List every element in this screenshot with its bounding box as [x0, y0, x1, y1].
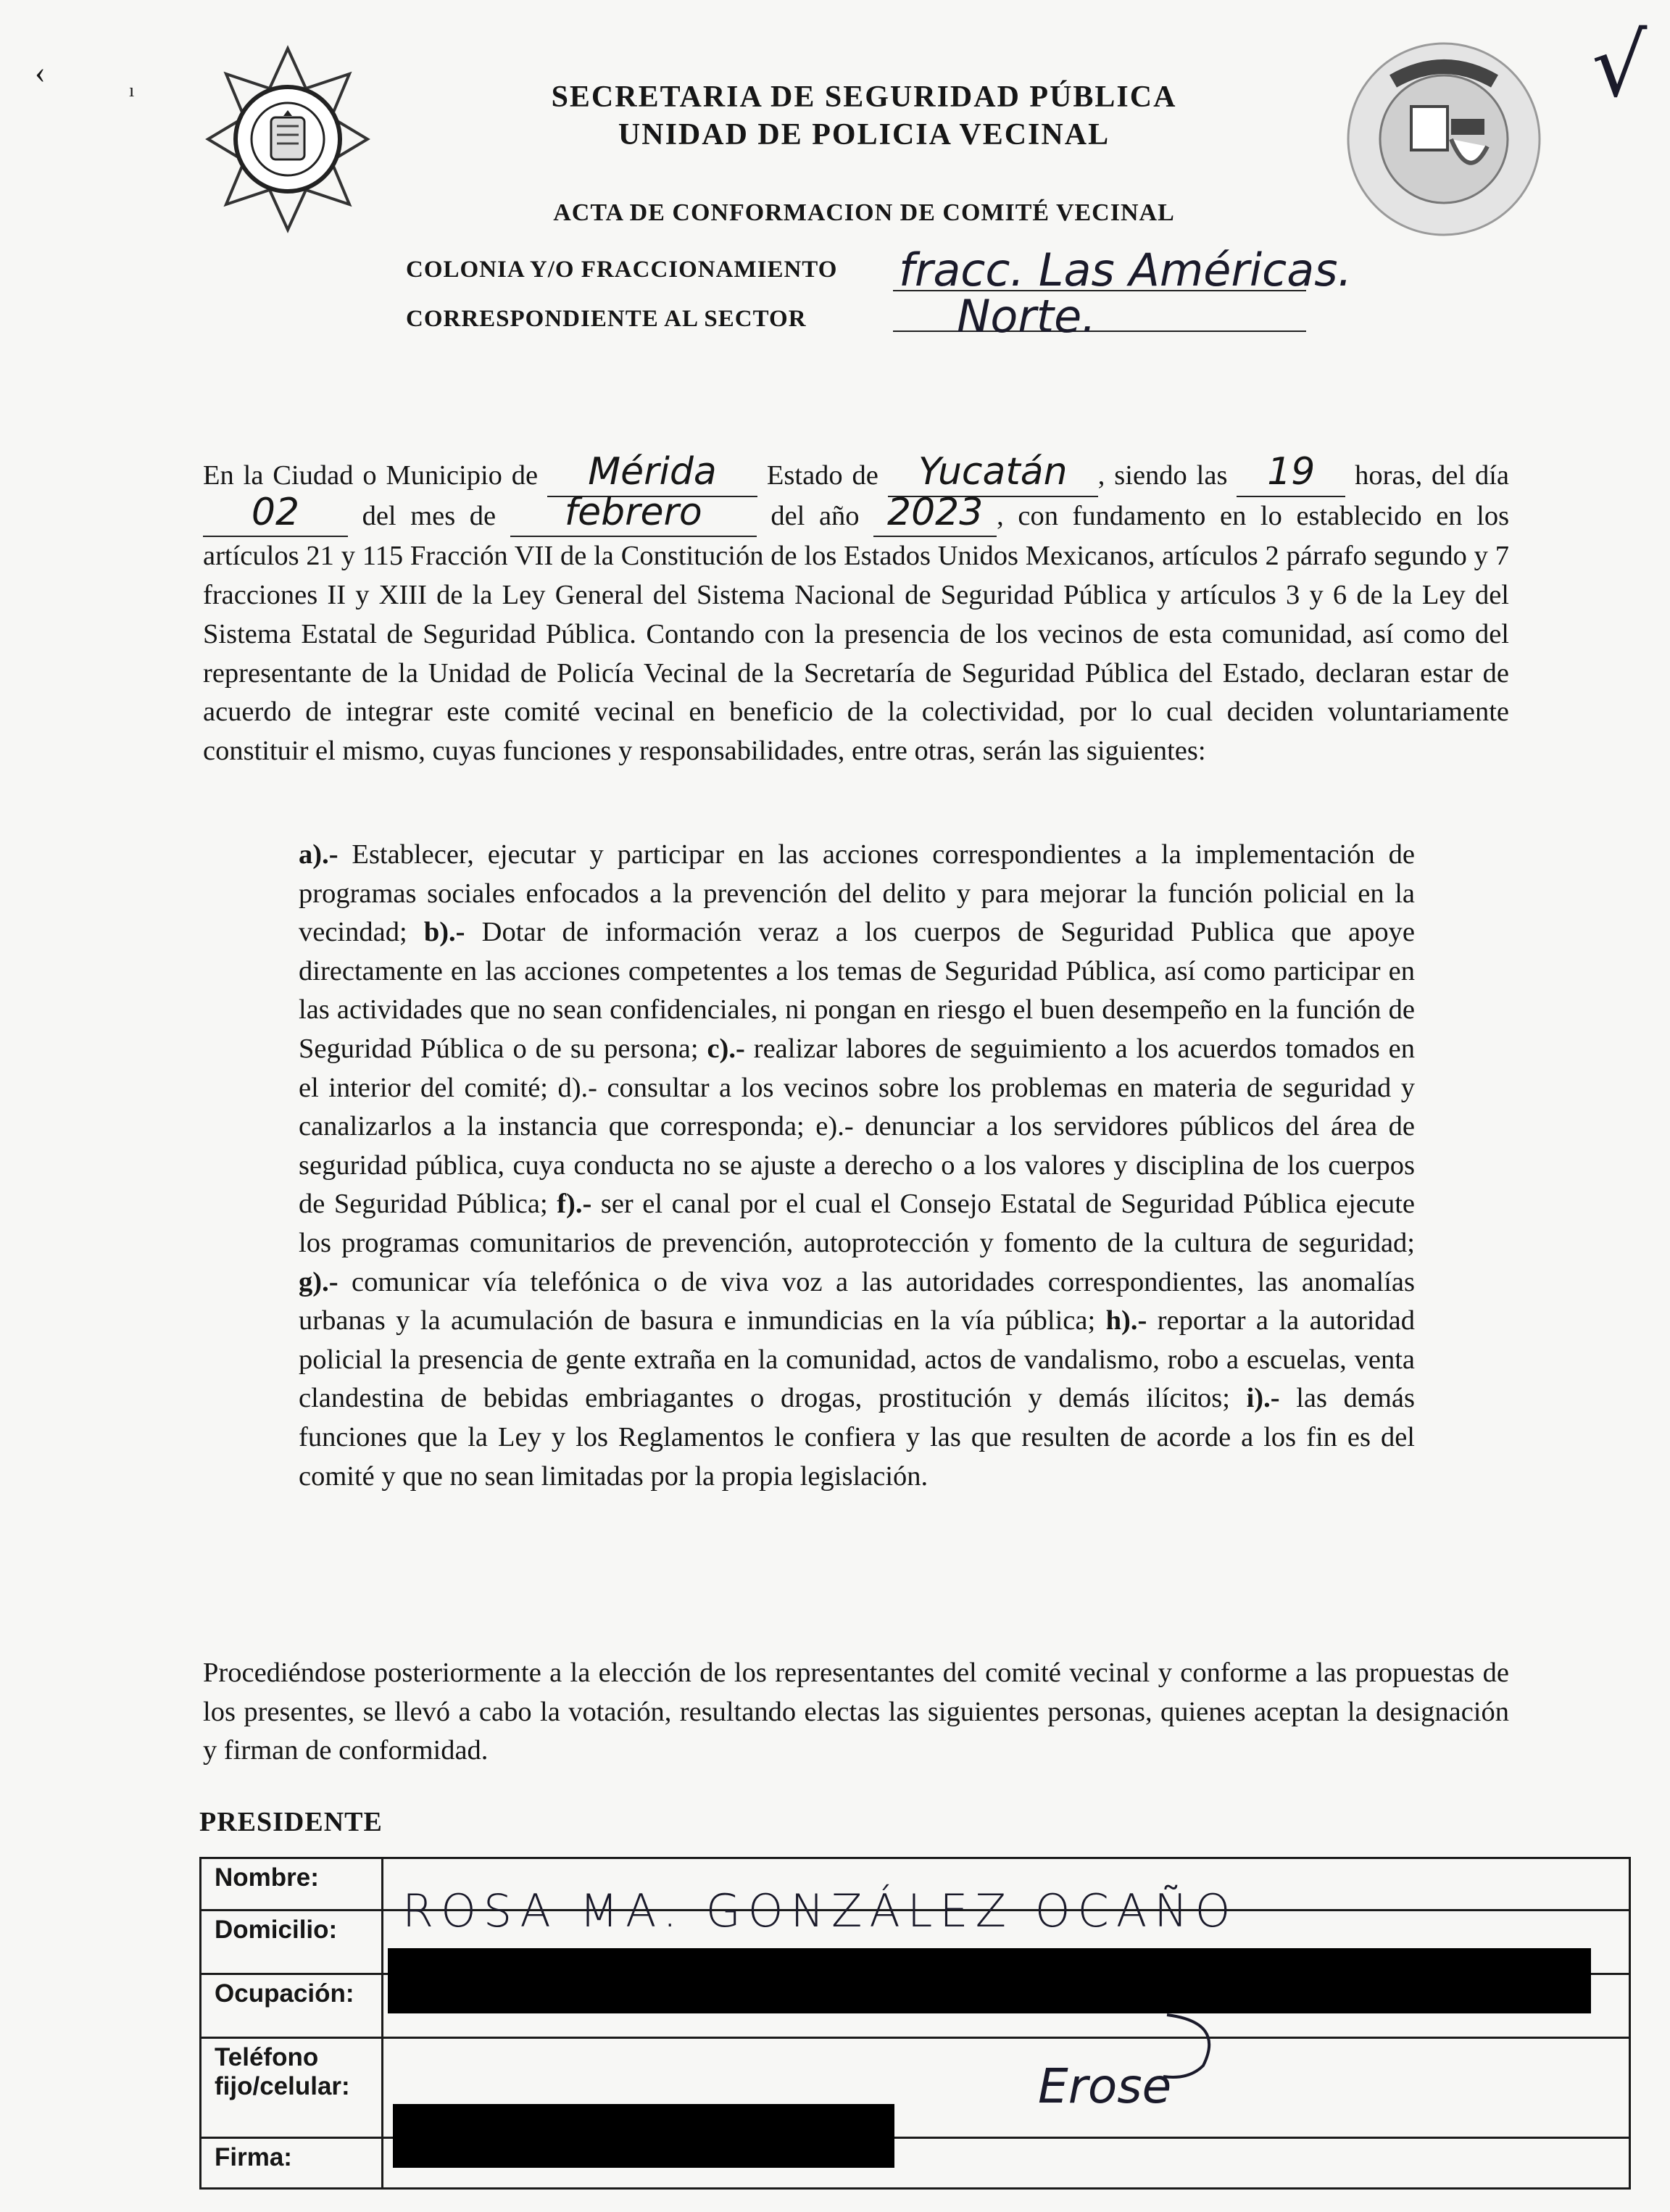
- anio-field: [873, 490, 997, 538]
- election-paragraph: Procediéndose posteriormente a la elección de los representantes del comité vecinal y conforme a las propuestas de los presentes, se llevó a cabo la votación, resultando electas las siguientes personas, quienes aceptan la designación y firman de conformidad.: [203, 1658, 1509, 1766]
- firma-label: Firma:: [201, 2138, 383, 2189]
- hora-field: [1237, 450, 1345, 497]
- acta-title: ACTA DE CONFORMACION DE COMITÉ VECINAL: [553, 199, 1175, 226]
- estado-value: Yucatán: [918, 450, 1068, 494]
- function-g-text: comunicar vía telefónica o de viva voz a las autoridades correspondientes, las anomalías urbanas y la acumulación de basura e inmundicias en la vía pública;: [299, 1266, 1415, 1336]
- function-c-text: realizar labores de seguimiento a los acuerdos tomados en el interior del comité;: [299, 1033, 1415, 1103]
- function-h-key: h).-: [1105, 1305, 1147, 1336]
- hora-value: 19: [1267, 450, 1316, 494]
- signature-flourish: [1160, 2008, 1232, 2087]
- mes-value: febrero: [564, 490, 702, 534]
- function-a-key: a).-: [299, 839, 338, 870]
- stray-pen-mark-small: ı: [129, 80, 135, 101]
- anio-value: 2023: [886, 490, 984, 534]
- function-a-text: Establecer, ejecutar y participar en las acciones correspondientes a la implementación de programas sociales enfocados a la prevención del delito y para mejorar la función policial en la vecindad;: [299, 839, 1415, 948]
- colonia-value: fracc. Las Américas.: [899, 244, 1353, 296]
- intro-paragraph: [203, 450, 1510, 771]
- domicilio-label: Domicilio:: [201, 1910, 383, 1974]
- function-b-key: b).-: [423, 917, 465, 948]
- nombre-label: Nombre:: [201, 1858, 383, 1910]
- function-i-key: i).-: [1246, 1383, 1280, 1414]
- dia-value: 02: [251, 490, 300, 534]
- sector-value: Norte.: [957, 290, 1096, 343]
- president-name-handwritten: ROSA MA. GONZÁLEZ OCAÑO: [402, 1884, 1238, 1937]
- intro-text-1: En la Ciudad o Municipio de: [203, 460, 539, 491]
- function-d-text: consultar a los vecinos sobre los problemas en materia de seguridad y canalizarlos a la instancia que corresponda;: [299, 1072, 1415, 1142]
- telefono-label: Teléfono fijo/celular:: [201, 2038, 383, 2138]
- function-f-text: ser el canal por el cual el Consejo Estatal de Seguridad Pública ejecute los programas comunitarios de prevención, autoprotección y fomento de la cultura de seguridad;: [299, 1189, 1415, 1258]
- intro-text-4: horas, del día: [1355, 460, 1510, 491]
- sector-underline: [893, 330, 1306, 332]
- intro-text-6: del año: [770, 500, 860, 531]
- function-d-key: d).-: [557, 1072, 597, 1103]
- function-e-key: e).-: [815, 1111, 854, 1142]
- sector-label: CORRESPONDIENTE AL SECTOR: [406, 306, 807, 332]
- mes-field: [510, 490, 757, 538]
- intro-text-3: , siendo las: [1097, 460, 1228, 491]
- function-i-text: las demás funciones que la Ley y los Reglamentos le confiera y las que resulten de acorde a los fin es del comité y que no sean limitadas por la propia legislación.: [299, 1383, 1416, 1492]
- document-title: SECRETARIA DE SEGURIDAD PÚBLICA: [551, 80, 1177, 114]
- document-subtitle: UNIDAD DE POLICIA VECINAL: [618, 118, 1110, 151]
- president-signature: Erose: [1038, 2058, 1172, 2114]
- redaction-box-domicilio: [388, 1948, 1591, 2013]
- function-g-key: g).-: [299, 1266, 338, 1297]
- intro-text-7: , con fundamento en lo establecido en los artículos 21 y 115 Fracción VII de la Constitución de los Estados Unidos Mexicanos, artículos 2 párrafo segundo y 7 fracciones II y XIII de la Ley General del Sistema Nacional de Seguridad Pública y artículos 3 y 6 de la Ley del Sistema Estatal de Seguridad Pública. Contando con la presencia de los vecinos de esta comunidad, así como del representante de la Unidad de Policía Vecinal de la Secretaría de Seguridad Pública del Estado, declaran estar de acuerdo de integrar este comité vecinal en beneficio de la colectividad, por lo cual deciden voluntariamente constituir el mismo, cuyas funciones y responsabilidades, entre otras, serán las siguientes:: [203, 500, 1510, 766]
- intro-text-2: Estado de: [766, 460, 878, 491]
- functions-list: [299, 836, 1415, 1496]
- president-heading: PRESIDENTE: [199, 1807, 383, 1837]
- colonia-label: COLONIA Y/O FRACCIONAMIENTO: [406, 257, 838, 283]
- municipio-value: Mérida: [588, 450, 717, 494]
- function-c-key: c).-: [707, 1033, 745, 1064]
- function-f-key: f).-: [557, 1189, 592, 1220]
- dia-field: [203, 490, 348, 538]
- check-mark: √: [1592, 16, 1648, 117]
- intro-text-5: del mes de: [362, 500, 497, 531]
- function-e-text: denunciar a los servidores públicos del área de seguridad pública, cuya conducta no se ajuste a derecho o a los valores y disciplina de los cuerpos de Seguridad Pública;: [299, 1111, 1416, 1220]
- function-h-text: reportar a la autoridad policial la presencia de gente extraña en la comunidad, actos de vandalismo, robo a escuelas, venta clandestina de bebidas embriagantes o drogas, prostitución y demás ilícitos;: [299, 1305, 1415, 1414]
- function-b-text: Dotar de información veraz a los cuerpos de Seguridad Publica que apoye directamente en las acciones competentes a los temas de Seguridad Pública, así como participar en las actividades que no sean confidenciales, ni pongan en riesgo el buen desempeño en la función de Seguridad Pública o de su persona;: [299, 917, 1415, 1064]
- stray-pen-mark: ‹: [35, 54, 46, 90]
- ocupacion-label: Ocupación:: [201, 1974, 383, 2038]
- redaction-box-telefono: [393, 2104, 894, 2168]
